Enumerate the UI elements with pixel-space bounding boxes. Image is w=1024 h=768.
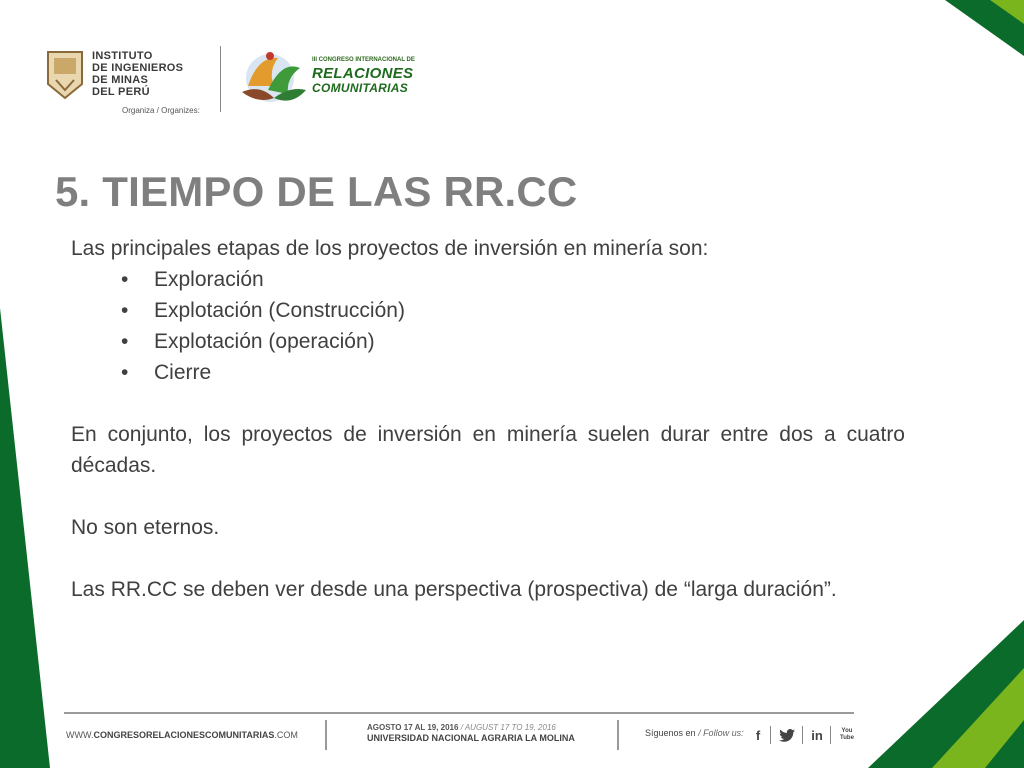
event-dates-es: AGOSTO 17 AL 19, 2016: [367, 723, 459, 732]
list-item: [71, 264, 905, 295]
social-divider: [770, 726, 771, 744]
facebook-icon[interactable]: f: [755, 727, 761, 743]
url-prefix: WWW.: [66, 730, 94, 740]
url-main: CONGRESORELACIONESCOMUNITARIAS: [93, 730, 275, 740]
slide-title: 5. TIEMPO DE LAS RR.CC: [55, 168, 578, 215]
footer-website-link[interactable]: [66, 730, 298, 740]
spacer: [71, 481, 905, 512]
youtube-icon[interactable]: You Tube: [840, 728, 854, 741]
list-item: [71, 357, 905, 388]
congreso-emblem-icon: [238, 46, 310, 112]
congreso-logo: [238, 46, 418, 116]
iimp-line-2: DE INGENIEROS: [92, 62, 184, 74]
stages-list: [71, 264, 905, 388]
event-venue: UNIVERSIDAD NACIONAL AGRARIA LA MOLINA: [367, 733, 575, 743]
linkedin-icon[interactable]: in: [811, 727, 823, 743]
list-item: [71, 326, 905, 357]
not-eternal-paragraph: No son eternos.: [71, 516, 220, 539]
follow-es: Síguenos en: [645, 728, 696, 738]
footer-rule: [64, 712, 854, 714]
iimp-line-3: DE MINAS: [92, 74, 149, 86]
duration-paragraph: En conjunto, los proyectos de inversión en minería suelen durar entre dos a cuatro décadas.: [71, 423, 905, 477]
list-item-label: Cierre: [154, 361, 212, 384]
congreso-subtitle: III CONGRESO INTERNACIONAL DE: [312, 57, 415, 63]
social-divider: [830, 726, 831, 744]
bullet-icon: •: [121, 330, 129, 353]
iimp-name: [92, 50, 183, 98]
twitter-icon[interactable]: [778, 726, 796, 744]
bullet-icon: •: [121, 361, 129, 384]
follow-en: / Follow us:: [698, 728, 744, 738]
iimp-crest-icon: [46, 50, 84, 100]
spacer: [71, 388, 905, 419]
organizes-label: Organiza / Organizes:: [122, 106, 200, 115]
bullet-icon: •: [121, 268, 129, 291]
social-divider: [802, 726, 803, 744]
congreso-title-line2: COMUNITARIAS: [312, 81, 409, 95]
follow-us-label: [645, 728, 744, 738]
footer-divider: [325, 720, 327, 750]
event-dates-en: / AUGUST 17 TO 19, 2016: [460, 723, 556, 732]
footer-event-info: [367, 722, 575, 744]
list-item-label: Explotación (Construcción): [154, 299, 405, 322]
iimp-line-1: INSTITUTO: [92, 50, 153, 62]
slide-body: [71, 233, 905, 605]
twitter-bird-shape: [779, 729, 795, 742]
iimp-logo: [46, 46, 216, 116]
list-item-label: Explotación (operación): [154, 330, 375, 353]
list-item-label: Exploración: [154, 268, 264, 291]
footer-divider: [617, 720, 619, 750]
perspective-paragraph: Las RR.CC se deben ver desde una perspectiva (prospectiva) de “larga duración”.: [71, 578, 837, 601]
left-green-band: [0, 308, 50, 768]
spacer: [71, 543, 905, 574]
congreso-title-line1: RELACIONES: [312, 65, 414, 82]
bullet-icon: •: [121, 299, 129, 322]
url-suffix: .COM: [274, 730, 298, 740]
header-divider: [220, 46, 221, 112]
iimp-line-4: DEL PERÚ: [92, 86, 150, 98]
intro-text: Las principales etapas de los proyectos de inversión en minería son:: [71, 237, 709, 260]
list-item: [71, 295, 905, 326]
